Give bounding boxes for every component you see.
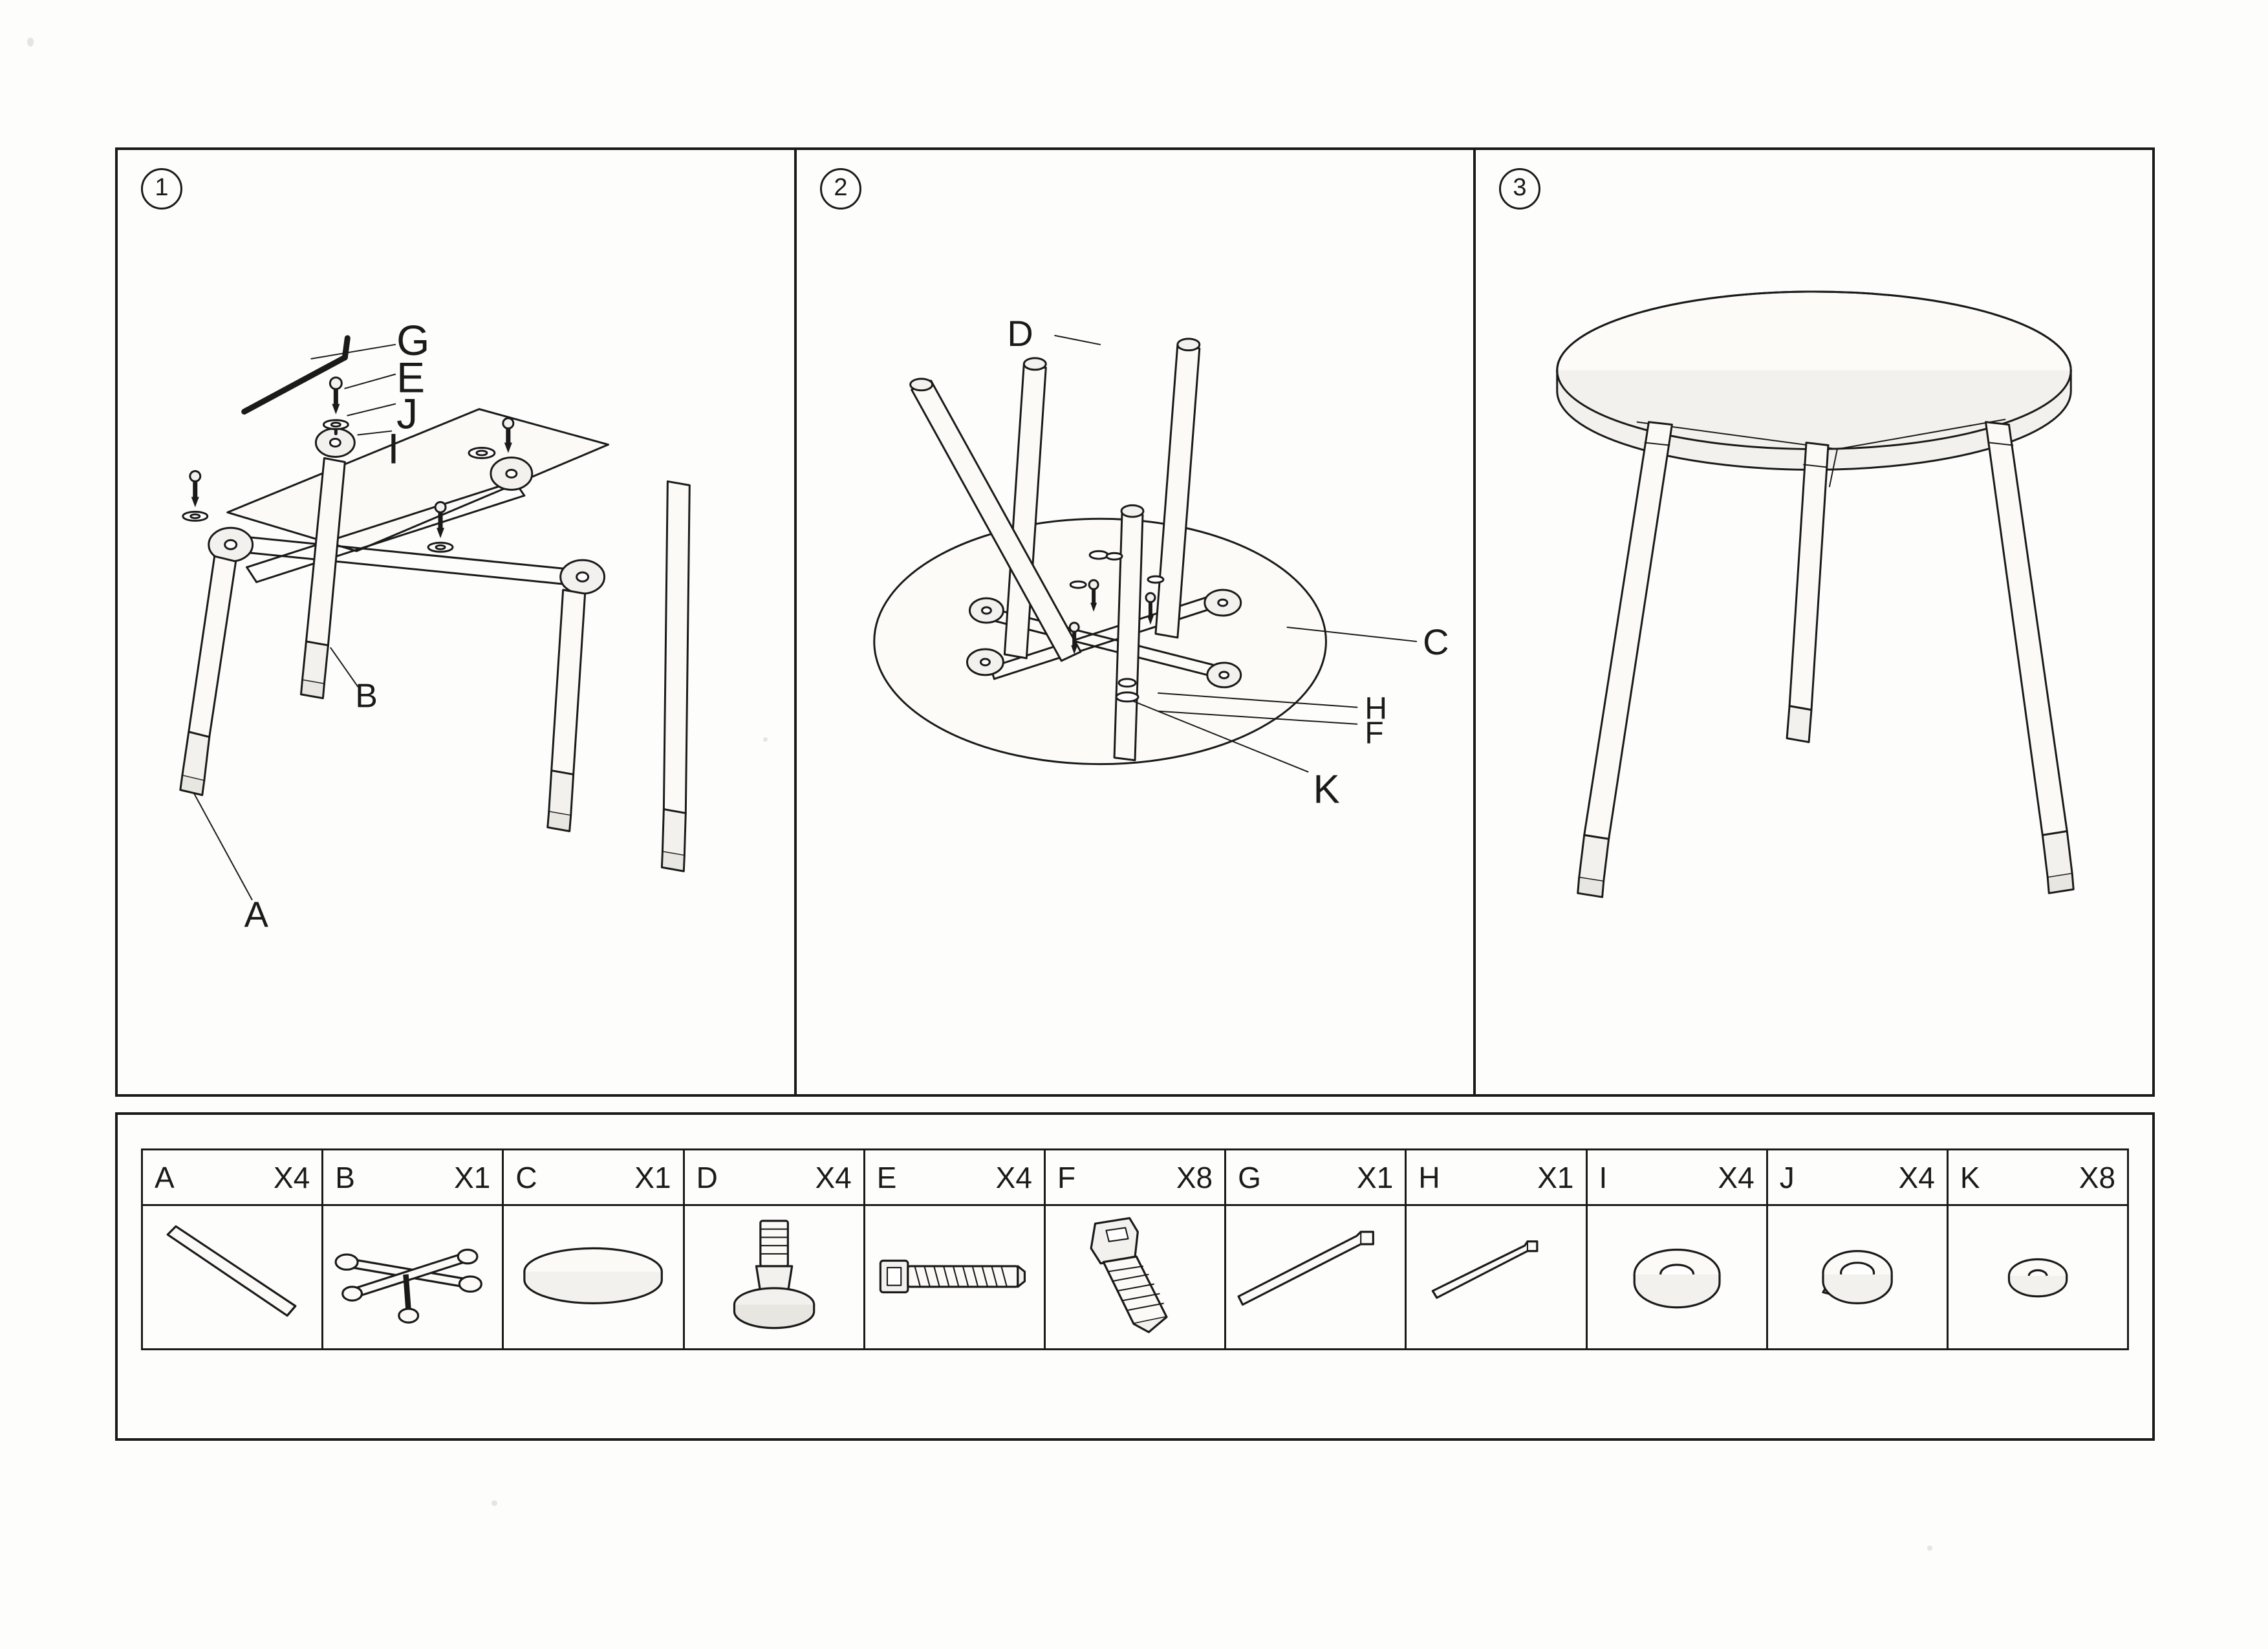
step-number-2: 2	[820, 168, 861, 210]
part-qty: X4	[1898, 1160, 1935, 1194]
part-qty: X1	[454, 1160, 491, 1194]
cross-frame-icon	[323, 1206, 502, 1348]
part-letter: D	[696, 1160, 718, 1194]
part-letter: I	[1599, 1160, 1608, 1194]
part-qty: X4	[995, 1160, 1032, 1194]
long-bolt-icon	[865, 1206, 1044, 1348]
svg-text:I: I	[387, 424, 400, 473]
part-cell-e	[863, 1150, 1044, 1348]
part-header-b	[323, 1150, 502, 1206]
svg-text:A: A	[244, 894, 268, 935]
step-panel-1	[118, 150, 794, 1094]
part-letter: G	[1238, 1160, 1261, 1194]
part-cell-a	[143, 1150, 321, 1348]
step-1-artwork	[118, 150, 794, 1094]
part-header-d	[685, 1150, 863, 1206]
part-header-j	[1768, 1150, 1947, 1206]
part-cell-i	[1586, 1150, 1766, 1348]
part-letter: J	[1779, 1160, 1795, 1194]
part-qty: X8	[1176, 1160, 1213, 1194]
svg-text:E: E	[396, 353, 426, 402]
step-panel-2	[794, 150, 1473, 1094]
part-cell-j	[1766, 1150, 1947, 1348]
svg-text:G: G	[396, 316, 430, 364]
adjustable-foot-icon	[685, 1206, 863, 1348]
step-panel-3	[1473, 150, 2152, 1094]
allen-key-small-icon	[1407, 1206, 1585, 1348]
part-cell-b	[321, 1150, 502, 1348]
part-header-i	[1588, 1150, 1766, 1206]
flat-washer-small-icon	[1949, 1206, 2127, 1348]
part-qty: X1	[1537, 1160, 1574, 1194]
part-qty: X4	[815, 1160, 852, 1194]
socket-cap-screw-icon	[1046, 1206, 1224, 1348]
svg-text:F: F	[1365, 716, 1384, 751]
svg-text:B: B	[355, 676, 378, 715]
part-letter: H	[1418, 1160, 1440, 1194]
part-cell-g	[1224, 1150, 1405, 1348]
flat-washer-large-icon	[1588, 1206, 1766, 1348]
part-header-g	[1226, 1150, 1405, 1206]
svg-text:C: C	[1423, 621, 1449, 662]
part-letter: A	[155, 1160, 175, 1194]
step-number-1: 1	[141, 168, 182, 210]
part-letter: C	[515, 1160, 537, 1194]
part-cell-k	[1947, 1150, 2127, 1348]
spring-washer-icon	[1768, 1206, 1947, 1348]
part-cell-f	[1044, 1150, 1224, 1348]
svg-text:J: J	[396, 389, 418, 438]
part-qty: X4	[273, 1160, 310, 1194]
part-qty: X1	[1357, 1160, 1394, 1194]
parts-table	[141, 1148, 2129, 1350]
steps-frame	[115, 147, 2155, 1097]
part-header-e	[865, 1150, 1044, 1206]
svg-text:K: K	[1313, 767, 1340, 812]
part-header-h	[1407, 1150, 1585, 1206]
step-3-artwork	[1476, 150, 2152, 1094]
svg-text:D: D	[1007, 312, 1033, 354]
part-header-a	[143, 1150, 321, 1206]
part-qty: X8	[2079, 1160, 2116, 1194]
part-letter: K	[1960, 1160, 1980, 1194]
part-cell-h	[1405, 1150, 1585, 1348]
leg-rod-icon	[143, 1206, 321, 1348]
part-header-f	[1046, 1150, 1224, 1206]
part-letter: B	[335, 1160, 355, 1194]
part-letter: F	[1057, 1160, 1076, 1194]
round-table-top-icon	[504, 1206, 682, 1348]
svg-text:H: H	[1365, 691, 1387, 726]
part-cell-d	[683, 1150, 863, 1348]
part-header-k	[1949, 1150, 2127, 1206]
step-2-artwork	[797, 150, 1473, 1094]
allen-key-large-icon	[1226, 1206, 1405, 1348]
step-number-3: 3	[1499, 168, 1540, 210]
part-header-c	[504, 1150, 682, 1206]
part-cell-c	[502, 1150, 682, 1348]
parts-list-frame	[115, 1112, 2155, 1441]
part-qty: X1	[634, 1160, 671, 1194]
part-qty: X4	[1718, 1160, 1755, 1194]
part-letter: E	[876, 1160, 897, 1194]
